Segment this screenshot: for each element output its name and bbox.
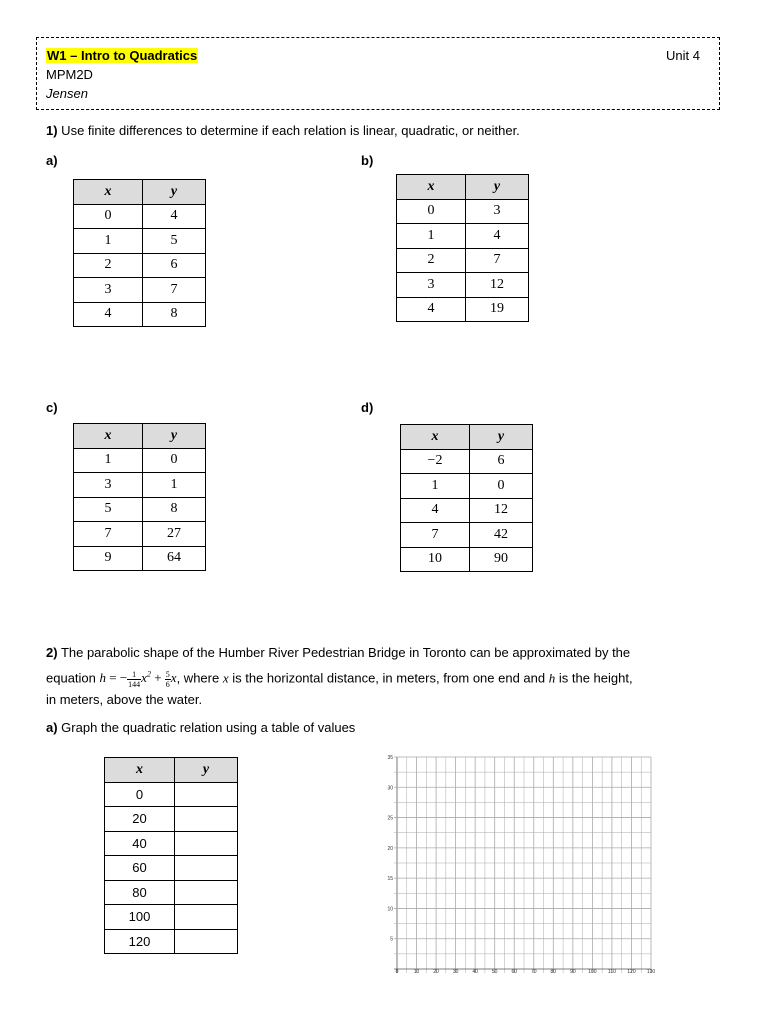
y-input-cell[interactable]	[175, 807, 238, 832]
y-input-cell[interactable]	[175, 929, 238, 954]
x-cell: 1	[401, 474, 470, 499]
x-tick-label: 100	[588, 969, 597, 975]
var-h: h	[548, 670, 556, 686]
x-cell: 2	[74, 253, 143, 278]
x-cell: 5	[74, 497, 143, 522]
x-tick-label: 130	[646, 969, 656, 975]
x-cell: 20	[105, 807, 175, 832]
table-row	[105, 807, 238, 832]
part-a-label: a)	[46, 153, 58, 168]
table-row	[74, 302, 206, 327]
table-row	[397, 297, 529, 322]
x-cell: 4	[74, 302, 143, 327]
var-x: x	[222, 670, 229, 686]
table-row	[105, 831, 238, 856]
blank-graph-grid[interactable]	[385, 752, 660, 984]
unit-label: Unit 4	[666, 48, 700, 63]
x-tick-label: 20	[433, 969, 439, 975]
x-cell: 3	[397, 273, 466, 298]
part-2a-label: a)	[46, 720, 58, 735]
table-d	[400, 424, 533, 572]
table-row	[74, 204, 206, 229]
y-input-cell[interactable]	[175, 782, 238, 807]
part-2a-text: Graph the quadratic relation using a table of values	[57, 720, 356, 735]
y-tick-label: 10	[387, 906, 393, 913]
x-tick-label: 40	[472, 969, 478, 975]
x-tick-label: 0	[395, 969, 399, 975]
x-tick-label: 10	[413, 969, 420, 975]
table-row	[401, 498, 533, 523]
y-cell: 6	[470, 449, 533, 474]
x-tick-label: 60	[511, 969, 518, 975]
y-tick-label: 5	[390, 936, 393, 943]
table-row	[401, 474, 533, 499]
frac1-num: 1	[127, 670, 141, 680]
x-cell: 4	[397, 297, 466, 322]
frac2-num: 5	[165, 669, 170, 679]
question-1-text: Use finite differences to determine if each relation is linear, quadratic, or neither.	[57, 123, 520, 138]
table-row	[105, 905, 238, 930]
equation-desc-x: is the horizontal distance, in meters, from one end and	[228, 670, 549, 686]
x-header: x	[401, 425, 470, 450]
table-row	[74, 253, 206, 278]
x-cell: 7	[401, 523, 470, 548]
table-row	[397, 248, 529, 273]
y-cell: 7	[466, 248, 529, 273]
y-input-cell[interactable]	[175, 905, 238, 930]
part-b-label: b)	[361, 153, 374, 168]
table-row	[397, 273, 529, 298]
question-2-prompt	[46, 642, 736, 711]
part-c-label: c)	[46, 400, 58, 415]
y-input-cell[interactable]	[175, 856, 238, 881]
x-header: x	[74, 424, 143, 449]
y-cell: 64	[143, 546, 206, 571]
fraction-1	[127, 670, 141, 689]
y-cell: 90	[470, 547, 533, 572]
question-2-number: 2)	[46, 645, 58, 660]
x-cell: 9	[74, 546, 143, 571]
y-header: y	[466, 175, 529, 200]
table-row	[105, 929, 238, 954]
table-row	[74, 278, 206, 303]
y-input-cell[interactable]	[175, 831, 238, 856]
x-tick-label: 120	[627, 969, 636, 975]
x-header: x	[397, 175, 466, 200]
x-cell: 100	[105, 905, 175, 930]
y-tick-label: 15	[387, 876, 393, 883]
y-cell: 12	[466, 273, 529, 298]
table-row	[105, 782, 238, 807]
y-cell: 7	[143, 278, 206, 303]
frac2-den: 6	[165, 679, 170, 689]
table-row	[74, 448, 206, 473]
worksheet-title: W1 – Intro to Quadratics	[47, 48, 198, 63]
x-cell: 10	[401, 547, 470, 572]
eq-equals: = −	[106, 670, 128, 686]
x-cell: 0	[74, 204, 143, 229]
equation	[99, 669, 177, 689]
eq-plus: +	[150, 670, 165, 686]
question-1-prompt	[46, 120, 520, 142]
part-d-label: d)	[361, 400, 374, 415]
table-row	[397, 224, 529, 249]
y-cell: 0	[470, 474, 533, 499]
x-tick-label: 30	[452, 969, 459, 975]
y-header: y	[143, 180, 206, 205]
x-tick-label: 50	[491, 969, 498, 975]
y-cell: 3	[466, 199, 529, 224]
y-cell: 19	[466, 297, 529, 322]
x-header: x	[105, 758, 175, 783]
y-cell: 27	[143, 522, 206, 547]
x-cell: 80	[105, 880, 175, 905]
x-cell: 7	[74, 522, 143, 547]
x-cell: 0	[397, 199, 466, 224]
x-header: x	[74, 180, 143, 205]
y-cell: 42	[470, 523, 533, 548]
equation-prefix: equation	[46, 670, 100, 686]
x-cell: 3	[74, 473, 143, 498]
x-tick-label: 90	[570, 969, 576, 975]
x-cell: 1	[74, 229, 143, 254]
equation-where: , where	[176, 670, 223, 686]
x-cell: 2	[397, 248, 466, 273]
table-of-values	[104, 757, 238, 954]
table-row	[401, 449, 533, 474]
x-tick-label: 110	[607, 969, 616, 975]
table-b	[396, 174, 529, 322]
y-input-cell[interactable]	[175, 880, 238, 905]
y-header: y	[143, 424, 206, 449]
question-2-line-3: in meters, above the water.	[46, 692, 203, 708]
y-cell: 6	[143, 253, 206, 278]
table-row	[401, 523, 533, 548]
x-cell: −2	[401, 449, 470, 474]
x-cell: 4	[401, 498, 470, 523]
y-cell: 8	[143, 302, 206, 327]
y-tick-label: 35	[387, 755, 393, 761]
table-row	[74, 497, 206, 522]
x-cell: 0	[105, 782, 175, 807]
eq-exponent: 2	[146, 670, 151, 679]
x-cell: 40	[105, 831, 175, 856]
table-row	[74, 473, 206, 498]
table-c	[73, 423, 206, 571]
x-cell: 60	[105, 856, 175, 881]
y-tick-label: 20	[387, 845, 393, 852]
y-cell: 5	[143, 229, 206, 254]
eq-x-squared: x	[141, 670, 147, 686]
question-2a-prompt	[46, 717, 355, 739]
y-tick-label: 25	[387, 815, 393, 822]
table-row	[74, 546, 206, 571]
table-row	[74, 229, 206, 254]
x-cell: 120	[105, 929, 175, 954]
x-tick-label: 70	[530, 969, 537, 975]
x-tick-label: 80	[550, 969, 557, 975]
x-cell: 1	[74, 448, 143, 473]
y-cell: 0	[143, 448, 206, 473]
y-header: y	[470, 425, 533, 450]
table-row	[105, 856, 238, 881]
eq-h: h	[99, 670, 106, 686]
table-a	[73, 179, 206, 327]
question-2-equation-line	[46, 664, 736, 689]
y-cell: 1	[143, 473, 206, 498]
table-row	[401, 547, 533, 572]
teacher-name: Jensen	[46, 86, 88, 101]
x-cell: 1	[397, 224, 466, 249]
question-1-number: 1)	[46, 123, 58, 138]
equation-desc-h: is the height,	[555, 670, 633, 686]
table-row	[74, 522, 206, 547]
question-2-line-1: The parabolic shape of the Humber River Pedestrian Bridge in Toronto can be approximated by the	[57, 645, 631, 660]
y-cell: 12	[470, 498, 533, 523]
y-cell: 4	[466, 224, 529, 249]
y-tick-label: 30	[387, 785, 393, 792]
x-cell: 3	[74, 278, 143, 303]
frac1-den: 144	[128, 679, 141, 689]
course-code: MPM2D	[46, 67, 93, 82]
y-cell: 8	[143, 497, 206, 522]
eq-x: x	[170, 670, 177, 686]
table-row	[105, 880, 238, 905]
table-row	[397, 199, 529, 224]
y-header: y	[175, 758, 238, 783]
y-cell: 4	[143, 204, 206, 229]
